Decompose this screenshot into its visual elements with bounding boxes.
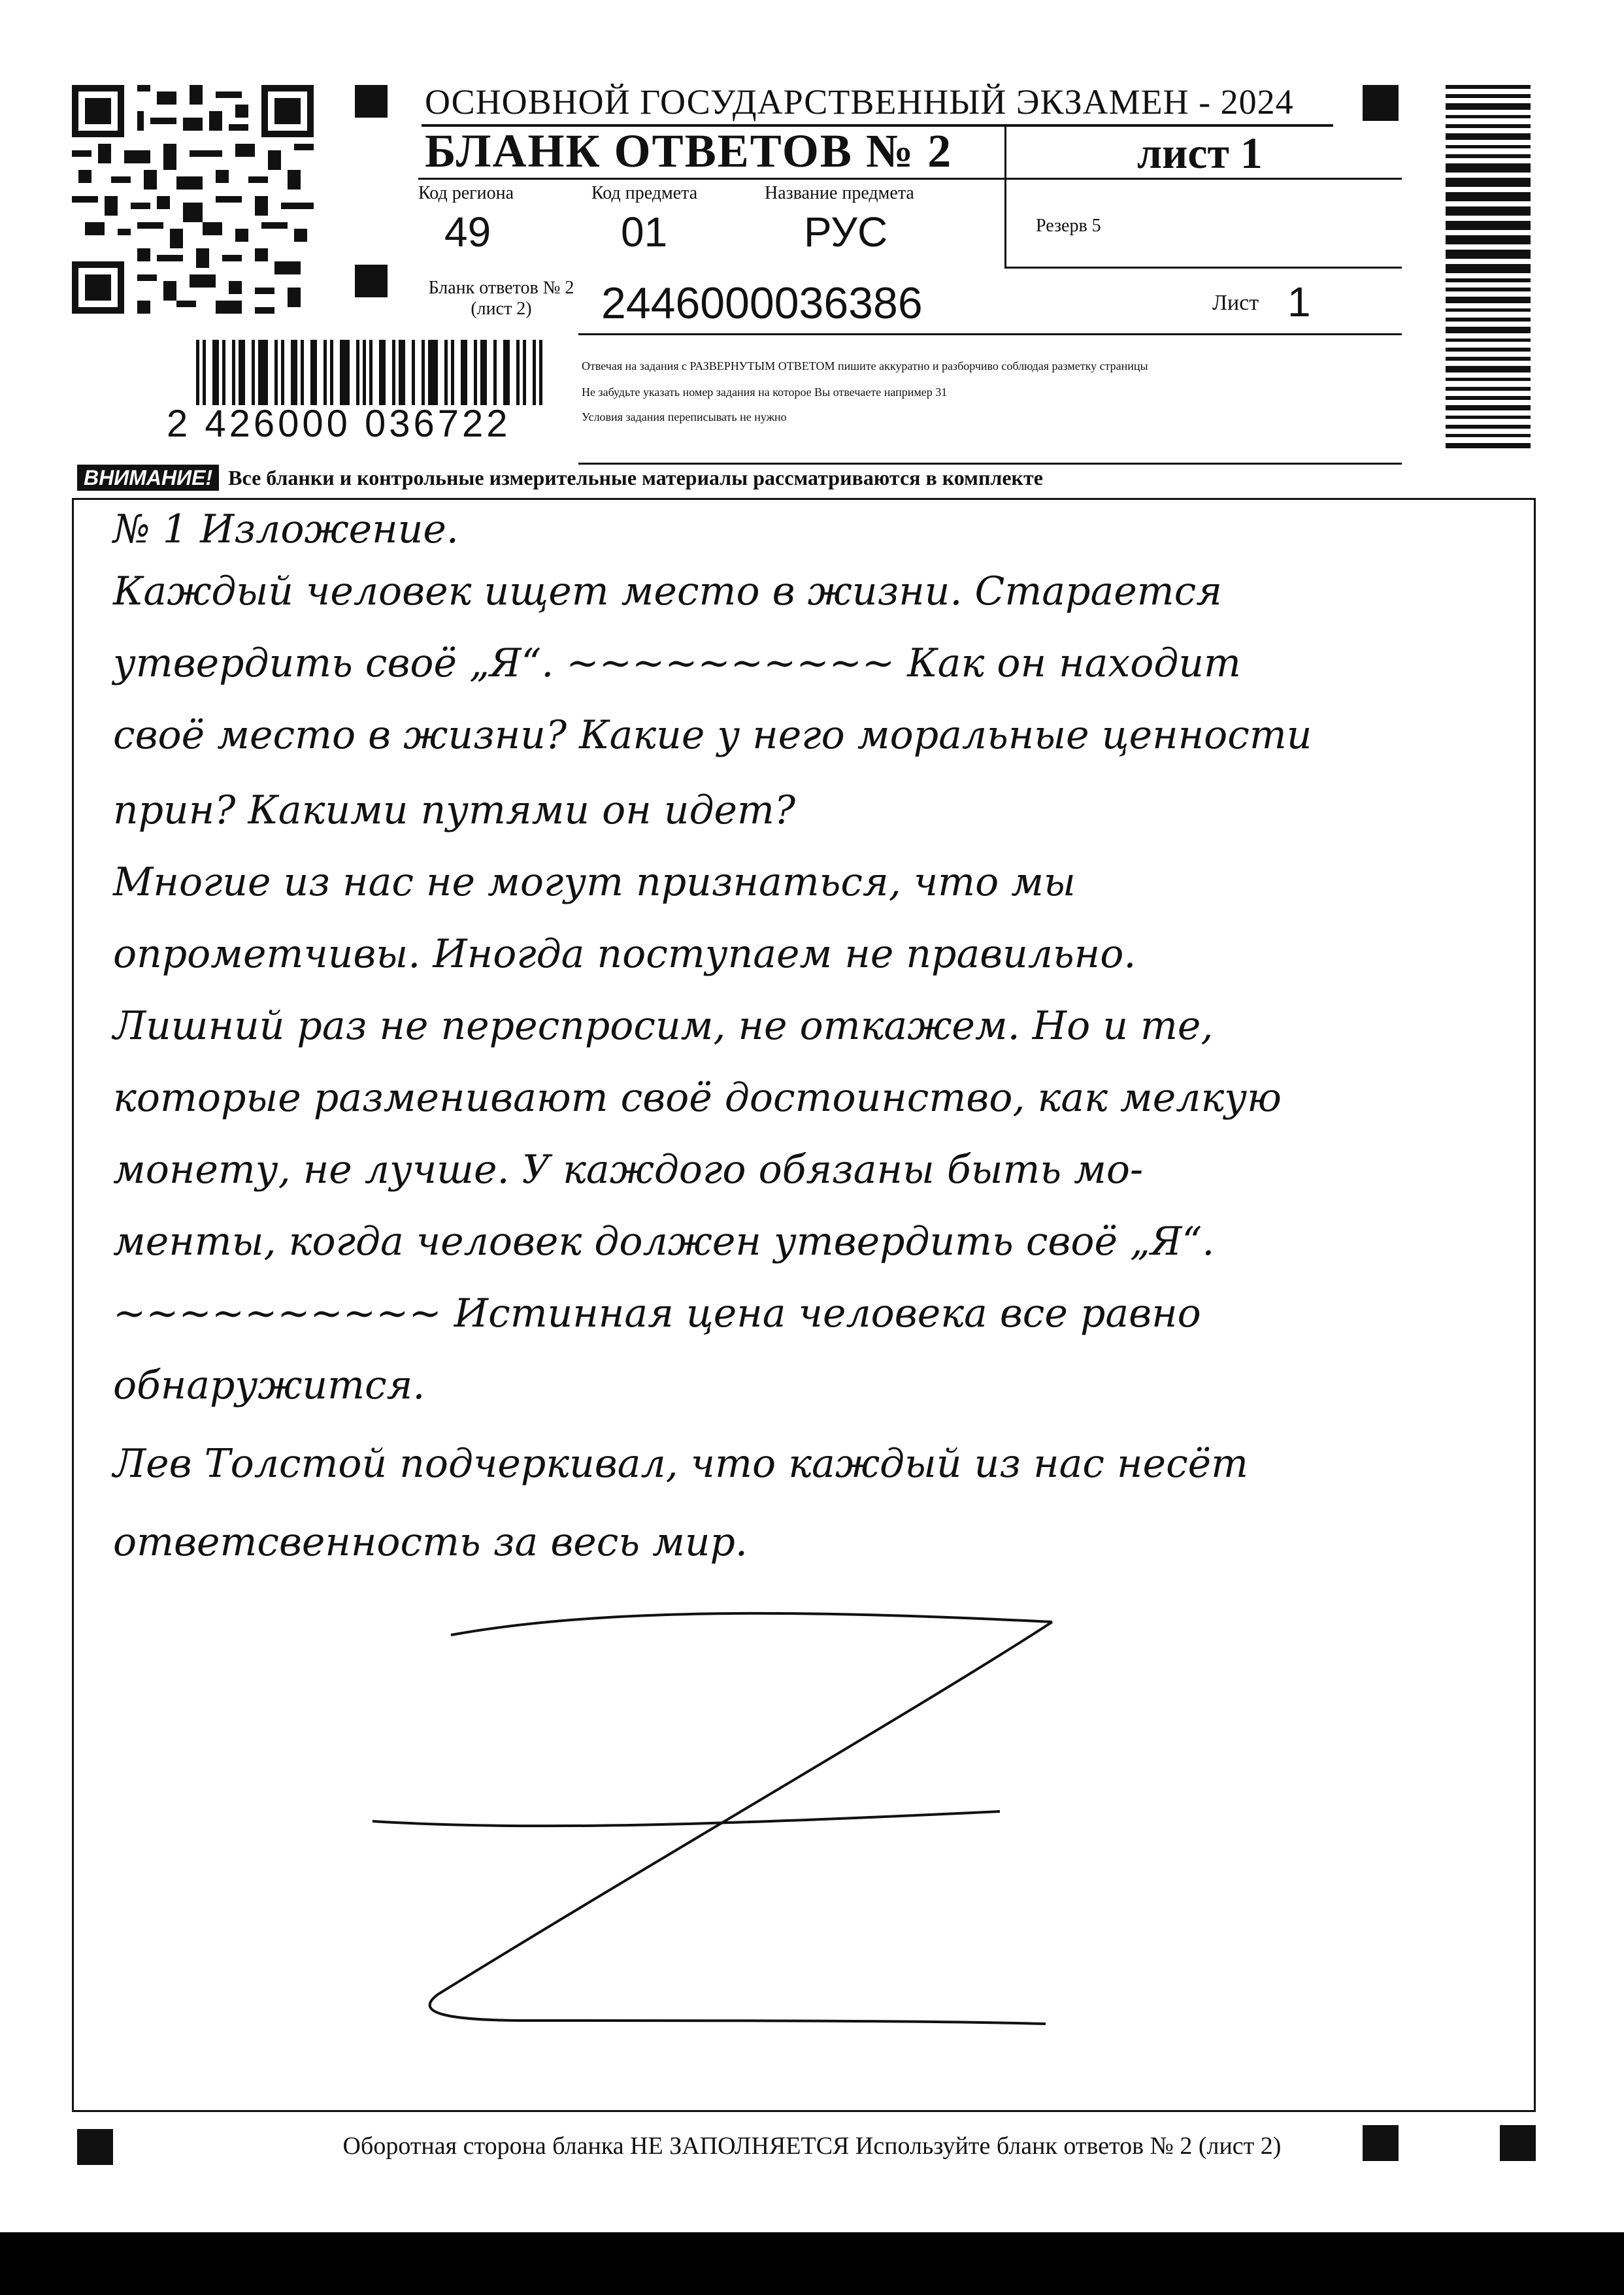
subject-name-label: Название предмета — [765, 183, 914, 203]
instruction-line: Не забудьте указать номер задания на которое Вы отвечаете например 31 — [582, 386, 948, 399]
alignment-marker — [355, 265, 388, 297]
alignment-marker — [1363, 85, 1399, 121]
footer-text: Оборотная сторона бланка НЕ ЗАПОЛНЯЕТСЯ Используйте бланк ответов № 2 (лист 2) — [342, 2132, 1282, 2160]
divider — [1004, 124, 1006, 268]
answer-line: ~~~~~~~~~~ Истинная цена человека все равно — [113, 1291, 1201, 1336]
divider — [578, 463, 1402, 465]
barcode — [196, 340, 542, 405]
answer-line: Многие из нас не могут признаться, что мы — [113, 859, 1076, 905]
sheet-title: лист 1 — [1137, 128, 1263, 178]
region-label: Код региона — [418, 183, 514, 203]
z-stroke — [72, 498, 1536, 2112]
subject-code-value: 01 — [621, 208, 668, 256]
answer-line: Лев Толстой подчеркивал, что каждый из нас несёт — [113, 1441, 1249, 1487]
list-label: Лист — [1212, 291, 1259, 315]
list-number: 1 — [1287, 278, 1311, 325]
answer-line: Каждый человек ищет место в жизни. Старается — [113, 569, 1222, 614]
blank-label: Бланк ответов № 2 (лист 2) — [428, 278, 574, 319]
divider — [418, 178, 1402, 180]
answer-line: № 1 Изложение. — [113, 506, 459, 552]
answer-line: ответсвенность за весь мир. — [113, 1519, 748, 1565]
instruction-line: Условия задания переписывать не нужно — [582, 410, 787, 423]
answer-line: своё место в жизни? Какие у него моральные ценности — [113, 712, 1312, 758]
answer-line: опрометчивы. Иногда поступаем не правильно. — [113, 931, 1136, 977]
divider — [1004, 267, 1402, 269]
side-barcode — [1446, 85, 1531, 451]
answer-line: утвердить своё „Я“. ~~~~~~~~~~ Как он находит — [113, 640, 1241, 686]
exam-title: ОСНОВНОЙ ГОСУДАРСТВЕННЫЙ ЭКЗАМЕН - 2024 — [425, 82, 1294, 122]
blank-number: 2446000036386 — [601, 278, 923, 328]
qr-code — [72, 85, 314, 314]
barcode-digits: 2 426000 036722 — [167, 403, 511, 445]
answer-line: Лишний раз не переспросим, не откажем. Но и те, — [113, 1003, 1214, 1049]
answer-line: которые разменивают своё достоинство, как мелкую — [113, 1075, 1282, 1121]
alignment-marker — [355, 85, 388, 118]
subject-name-value: РУС — [804, 208, 888, 256]
answer-line: обнаружится. — [113, 1362, 425, 1408]
attention-banner — [77, 466, 1043, 490]
instruction-line: Отвечая на задания с РАЗВЕРНУТЫМ ОТВЕТОМ пишите аккуратно и разборчиво соблюдая разметку страницы — [582, 359, 1148, 372]
answer-line: монету, не лучше. У каждого обязаны быть мо- — [113, 1147, 1144, 1193]
answer-line: менты, когда человек должен утвердить своё „Я“. — [113, 1219, 1215, 1264]
reserve-label: Резерв 5 — [1036, 216, 1101, 236]
answer-line: прин? Какими путями он идет? — [113, 787, 796, 833]
form-title: БЛАНК ОТВЕТОВ № 2 — [425, 125, 953, 177]
attention-badge: ВНИМАНИЕ! — [77, 465, 219, 491]
bottom-bar — [0, 2232, 1624, 2295]
divider — [578, 333, 1402, 335]
attention-text: Все бланки и контрольные измерительные материалы рассматриваются в комплекте — [228, 466, 1043, 489]
subject-code-label: Код предмета — [591, 183, 698, 203]
region-value: 49 — [444, 208, 491, 256]
